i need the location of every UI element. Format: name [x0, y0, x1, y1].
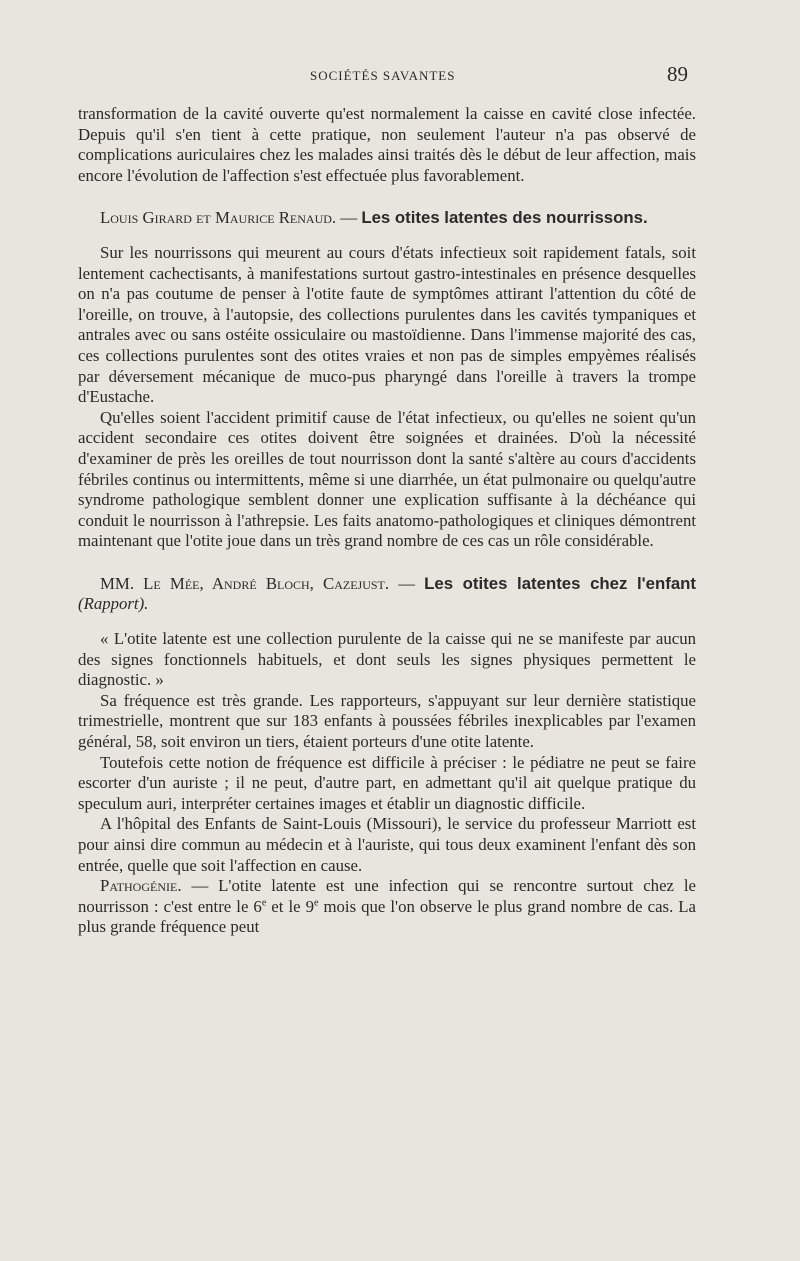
paragraph-text: L'otite latente est une infection qui se rencontre surtout chez le nourrisson : c'est entre le 6 [78, 876, 697, 916]
article-title: Les otites latentes chez l'enfant [424, 573, 696, 593]
page-header [0, 62, 800, 86]
paragraph-text: et le 9 [266, 896, 314, 916]
article-title: Les otites latentes des nourrissons. [361, 208, 648, 228]
paragraph: A l'hôpital des Enfants de Saint-Louis (Missouri), le service du professeur Marriott est pour ainsi dire commun au médecin et à l'auriste, qui tous deux examinent l'enfant dès son entrée, quelle que soit l'affection en cause. [78, 814, 696, 875]
paragraph-text: mois que l'on observe le plus grand nombre de cas. La plus grande fréquence peut [78, 896, 696, 937]
article-authors: MM. Le Mée, André Bloch, Cazejust. — [100, 573, 415, 593]
section-label: Pathogénie. — [100, 876, 209, 896]
paragraph: « L'otite latente est une collection purulente de la caisse qui ne se manifeste par aucun des signes fonctionnels habituels, et dont seuls les signes physiques permettent le diagnostic. » [78, 629, 696, 690]
paragraph [78, 876, 696, 938]
article-body [78, 104, 696, 938]
paragraph: Sur les nourrissons qui meurent au cours d'états infectieux soit rapidement fatals, soit lentement cachectisants, à manifestations surtout gastro-intestinales en présence desquelles on n'a pas coutume de penser à l'otite faute de symptômes attirant l'attention du côté de l'oreille, on trouve, à l'autopsie, des collections purulentes dans les cavités tympaniques et antrales avec ou sans ostéite ossiculaire ou mastoïdienne. Dans l'immense majorité des cas, ces collections purulentes sont des otites vraies et non pas de simples empyèmes réalisés par déversement mécanique de muco-pus pharyngé dans l'oreille à travers la trompe d'Eustache. [78, 242, 696, 407]
article-authors: Louis Girard et Maurice Renaud. — [100, 208, 358, 228]
ordinal-suffix: e [261, 897, 267, 909]
article-heading [78, 208, 696, 229]
paragraph: transformation de la cavité ouverte qu'est normalement la caisse en cavité close infectée. Depuis qu'il s'en tient à cette pratique, non seulement l'auteur n'a pas observé de complications auriculaires chez les malades ainsi traités dès le début de leur affection, mais encore l'évolution de l'affection s'est effectuée plus favorablement. [78, 104, 696, 185]
running-head: SOCIÉTÉS SAVANTES [310, 68, 456, 83]
paragraph: Sa fréquence est très grande. Les rapporteurs, s'appuyant sur leur dernière statistique trimestrielle, montrent que sur 183 enfants à poussées fébriles inexplicables par l'examen général, 58, soit environ un tiers, étaient porteurs d'une otite latente. [78, 690, 696, 752]
ordinal-suffix: e [313, 897, 319, 909]
page-number: 89 [667, 62, 688, 86]
article-subtitle: (Rapport). [78, 594, 149, 614]
paragraph: Toutefois cette notion de fréquence est difficile à préciser : le pédiatre ne peut se faire escorter d'un auriste ; il ne peut, d'autre part, en admettant qu'il ait quelque pratique du speculum auri, interpréter certaines images et établir un diagnostic difficile. [78, 752, 696, 813]
paragraph: Qu'elles soient l'accident primitif cause de l'état infectieux, ou qu'elles ne soient qu'un accident secondaire ces otites doivent être soignées et drainées. D'où la nécessité d'examiner de près les oreilles de tout nourrisson dont la santé s'altère au cours d'accidents fébriles continus ou intermittents, même si une diarrhée, un état pulmonaire ou quelqu'autre syndrome pathologique semblent donner une explication suffisante à la déchéance qui conduit le nourrisson à l'athrepsie. Les faits anatomo-pathologiques et cliniques démontrent maintenant que l'otite joue dans un très grand nombre de ces cas un rôle considérable. [78, 407, 696, 551]
article-heading [78, 574, 696, 615]
